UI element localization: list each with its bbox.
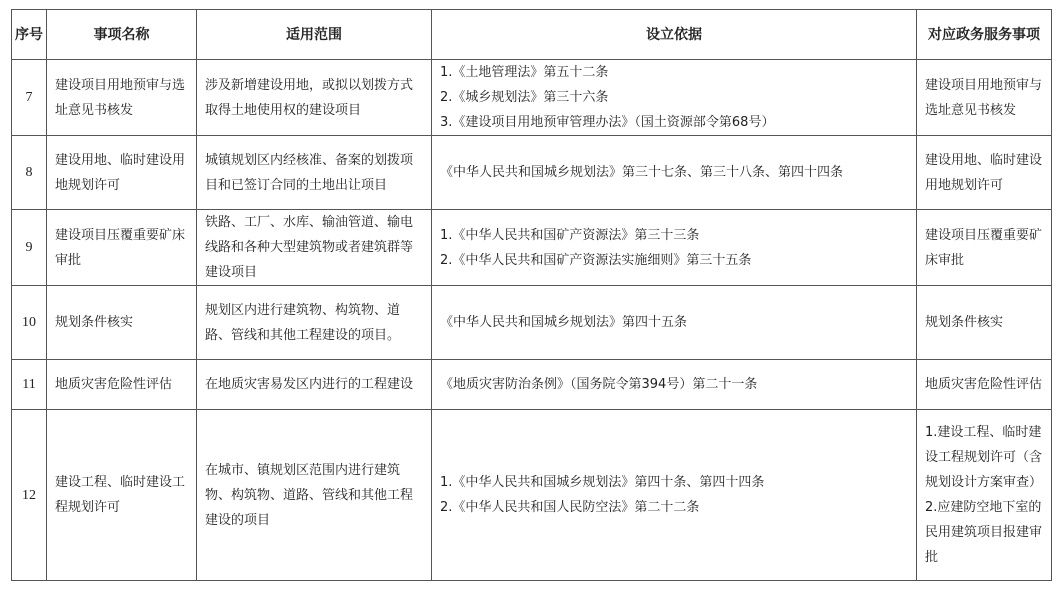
service-item: 2.应建防空地下室的民用建筑项目报建审批 [925, 500, 1043, 565]
row-basis [432, 360, 917, 410]
table-row [12, 360, 1052, 410]
row-service [917, 136, 1052, 210]
basis-item: 2.《城乡规划法》第三十六条 [440, 90, 609, 105]
row-basis [432, 136, 917, 210]
header-basis: 设立依据 [432, 10, 917, 60]
row-scope: 铁路、工厂、水库、输油管道、输电线路和各种大型建筑物或者建筑群等建设项目 [197, 210, 432, 286]
row-name: 建设项目压覆重要矿床审批 [47, 210, 197, 286]
row-scope: 规划区内进行建筑物、构筑物、道路、管线和其他工程建设的项目。 [197, 286, 432, 360]
row-scope: 在地质灾害易发区内进行的工程建设 [197, 360, 432, 410]
row-service [917, 210, 1052, 286]
basis-item: 3.《建设项目用地预审管理办法》（国土资源部令第68号） [440, 115, 775, 130]
row-basis [432, 60, 917, 136]
header-index: 序号 [12, 10, 47, 60]
service-item: 建设用地、临时建设用地规划许可 [925, 152, 1043, 193]
row-service [917, 60, 1052, 136]
service-item: 建设项目用地预审与选址意见书核发 [925, 77, 1043, 118]
service-item: 1.建设工程、临时建设工程规划许可（含规划设计方案审查） [925, 425, 1043, 490]
row-index: 9 [12, 210, 47, 286]
row-service [917, 286, 1052, 360]
row-basis [432, 286, 917, 360]
table-row [12, 210, 1052, 286]
basis-item: 2.《中华人民共和国人民防空法》第二十二条 [440, 500, 700, 515]
table-row [12, 60, 1052, 136]
basis-item: 《中华人民共和国城乡规划法》第三十七条、第三十八条、第四十四条 [440, 165, 844, 180]
basis-item: 1.《中华人民共和国城乡规划法》第四十条、第四十四条 [440, 475, 765, 490]
basis-item: 《中华人民共和国城乡规划法》第四十五条 [440, 315, 688, 330]
row-scope: 在城市、镇规划区范围内进行建筑物、构筑物、道路、管线和其他工程建设的项目 [197, 410, 432, 581]
service-item: 规划条件核实 [925, 315, 1004, 330]
header-name: 事项名称 [47, 10, 197, 60]
basis-item: 2.《中华人民共和国矿产资源法实施细则》第三十五条 [440, 252, 752, 268]
row-name: 地质灾害危险性评估 [47, 360, 197, 410]
row-scope: 城镇规划区内经核准、备案的划拨项目和已签订合同的土地出让项目 [197, 136, 432, 210]
row-name: 建设项目用地预审与选址意见书核发 [47, 60, 197, 136]
basis-item: 1.《土地管理法》第五十二条 [440, 65, 609, 80]
matters-table [11, 9, 1052, 581]
header-scope: 适用范围 [197, 10, 432, 60]
table-row [12, 286, 1052, 360]
row-index: 8 [12, 136, 47, 210]
row-index: 10 [12, 286, 47, 360]
table-row [12, 136, 1052, 210]
header-row [12, 10, 1052, 60]
row-index: 12 [12, 410, 47, 581]
row-name: 建设用地、临时建设用地规划许可 [47, 136, 197, 210]
row-index: 11 [12, 360, 47, 410]
table-row [12, 410, 1052, 581]
row-service [917, 360, 1052, 410]
header-service: 对应政务服务事项 [917, 10, 1052, 60]
row-index: 7 [12, 60, 47, 136]
row-basis [432, 210, 917, 286]
row-scope: 涉及新增建设用地，或拟以划拨方式取得土地使用权的建设项目 [197, 60, 432, 136]
service-item: 地质灾害危险性评估 [925, 377, 1043, 392]
basis-item: 1.《中华人民共和国矿产资源法》第三十三条 [440, 227, 700, 243]
row-name: 规划条件核实 [47, 286, 197, 360]
basis-item: 《地质灾害防治条例》（国务院令第394号）第二十一条 [440, 377, 758, 392]
row-service [917, 410, 1052, 581]
row-basis [432, 410, 917, 581]
service-item: 建设项目压覆重要矿床审批 [925, 227, 1043, 268]
row-name: 建设工程、临时建设工程规划许可 [47, 410, 197, 581]
